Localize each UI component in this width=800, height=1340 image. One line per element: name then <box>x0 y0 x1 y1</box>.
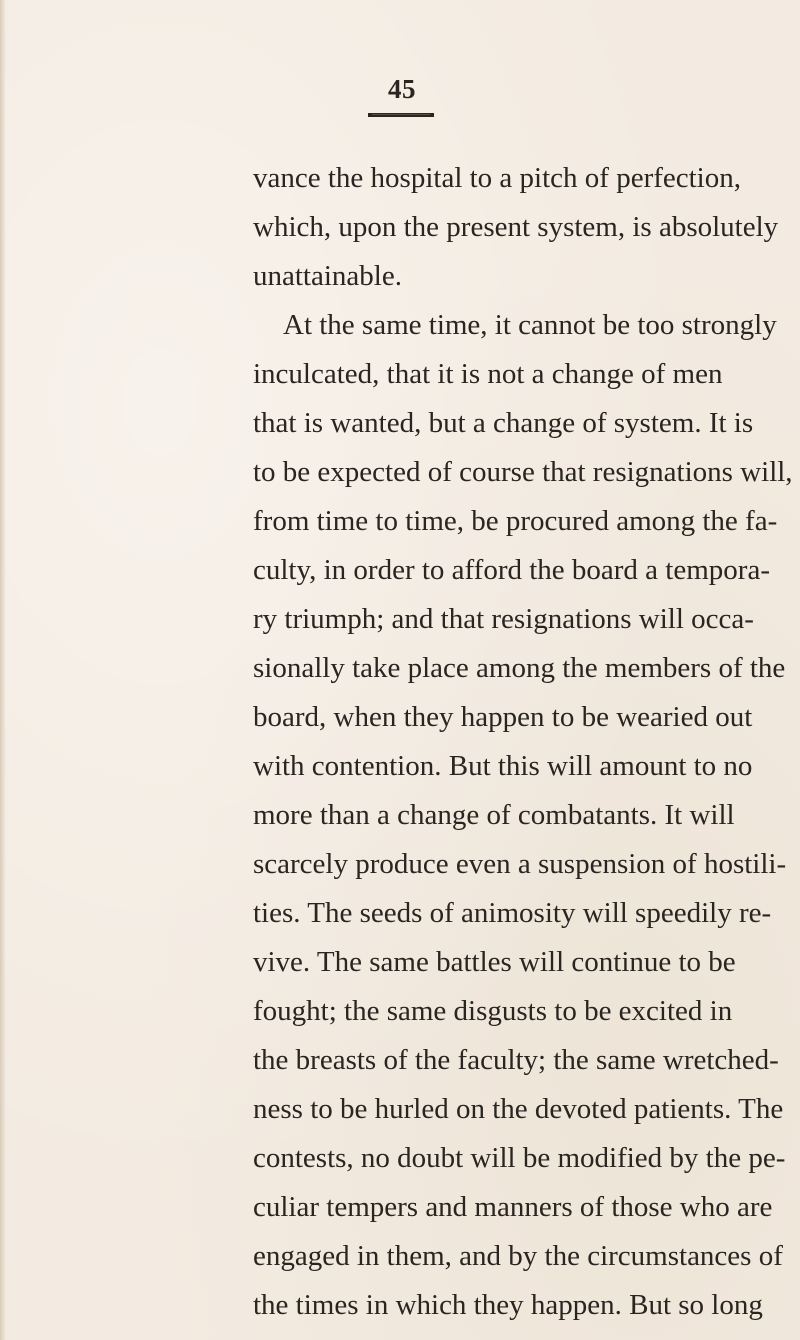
text-line: from time to time, be procured among the fa- <box>253 505 778 537</box>
text-line: to be expected of course that resignations will, <box>253 456 793 488</box>
text-line: the times in which they happen. But so long <box>253 1289 763 1321</box>
text-line: inculcated, that it is not a change of men <box>253 358 723 390</box>
text-line: vive. The same battles will continue to be <box>253 946 736 978</box>
text-line: that is wanted, but a change of system. It is <box>253 407 754 439</box>
page-number: 45 <box>388 74 416 104</box>
text-line: scarcely produce even a suspension of hostili- <box>253 848 787 880</box>
text-line: more than a change of combatants. It will <box>253 799 735 831</box>
text-line: culiar tempers and manners of those who are <box>253 1191 773 1223</box>
text-line: At the same time, it cannot be too strongly <box>283 309 777 341</box>
text-line: unattainable. <box>253 260 402 292</box>
text-line: the breasts of the faculty; the same wretched- <box>253 1044 779 1076</box>
text-line: culty, in order to afford the board a tempora- <box>253 554 770 586</box>
text-line: ry triumph; and that resignations will occa- <box>253 603 754 635</box>
text-line: board, when they happen to be wearied out <box>253 701 753 733</box>
text-line: fought; the same disgusts to be excited in <box>253 995 733 1027</box>
text-line: engaged in them, and by the circumstances of <box>253 1240 783 1272</box>
text-line: sionally take place among the members of the <box>253 652 786 684</box>
text-line: which, upon the present system, is absolutely <box>253 211 779 243</box>
text-line: ties. The seeds of animosity will speedily re- <box>253 897 772 929</box>
text-line: contests, no doubt will be modified by the pe- <box>253 1142 786 1174</box>
text-line: vance the hospital to a pitch of perfection, <box>253 162 741 194</box>
text-line: ness to be hurled on the devoted patients. The <box>253 1093 784 1125</box>
text-line: with contention. But this will amount to no <box>253 750 753 782</box>
